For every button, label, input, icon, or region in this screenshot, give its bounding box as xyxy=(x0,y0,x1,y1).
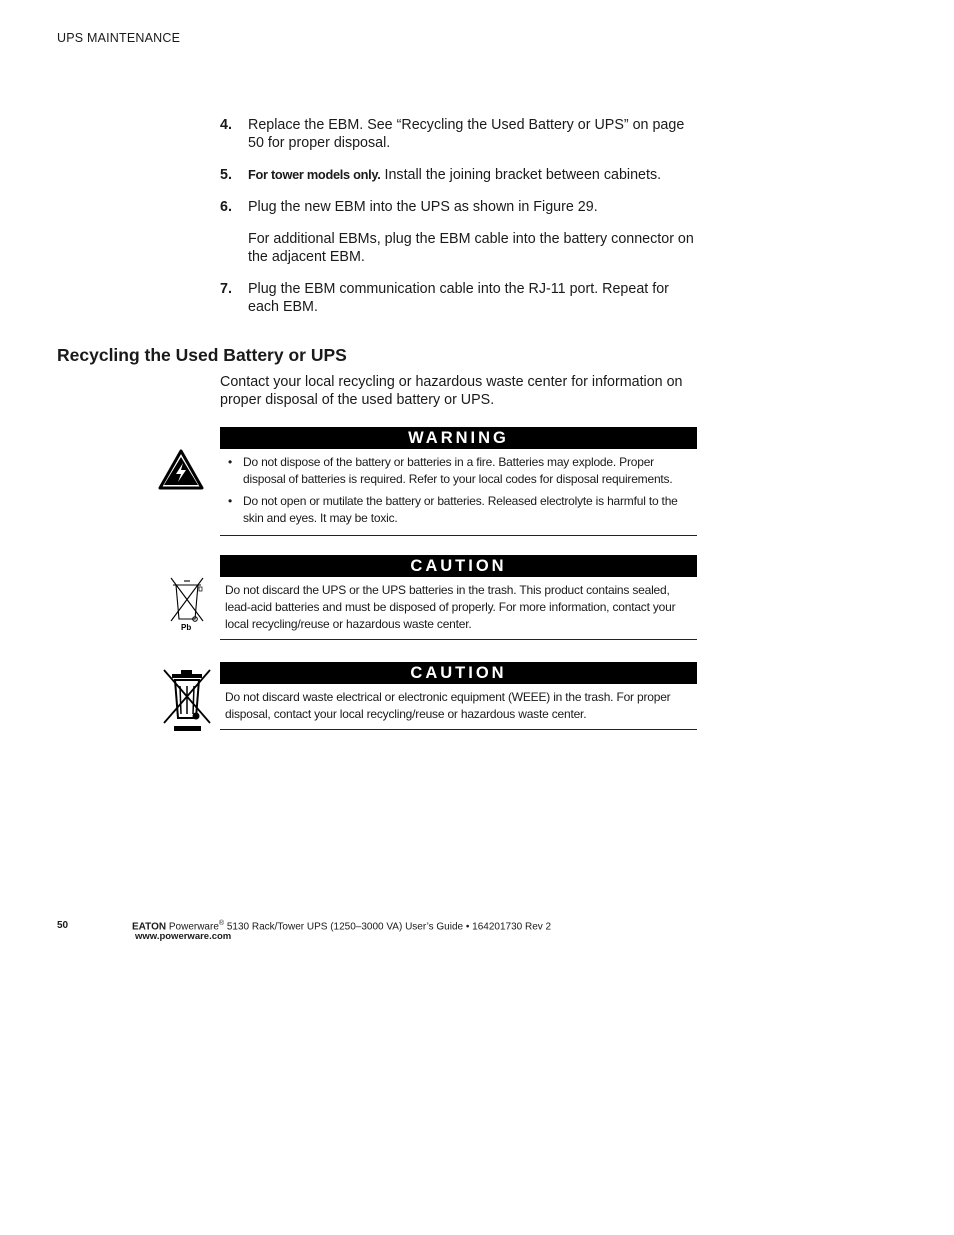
section-heading: Recycling the Used Battery or UPS xyxy=(57,345,347,365)
weee-crossed-bin-icon xyxy=(162,668,212,732)
pb-battery-disposal-icon xyxy=(167,575,207,633)
step-number: 7. xyxy=(220,281,232,297)
page-number: 50 xyxy=(57,920,69,931)
warning-bullet: • Do not open or mutilate the battery or batteries. Released electrolyte is harmful to the skin and eyes. It may be toxic. xyxy=(225,493,691,527)
pb-label: Pb xyxy=(181,623,192,632)
step-text: Plug the new EBM into the UPS as shown in Figure 29. xyxy=(248,199,598,215)
caution-text: Do not discard waste electrical or electronic equipment (WEEE) in the trash. For proper disposal, contact your local recycling/reuse or hazardous waste center. xyxy=(225,690,671,721)
step-5 xyxy=(220,166,700,184)
running-head: UPS MAINTENANCE xyxy=(57,31,181,45)
footer-url: www.powerware.com xyxy=(135,931,232,942)
caution-weee-notice xyxy=(220,662,697,730)
caution-body xyxy=(220,684,697,729)
step-text: Plug the EBM communication cable into the RJ-11 port. Repeat for each EBM. xyxy=(248,281,669,315)
footer-brand: EATON xyxy=(132,921,167,933)
step-note: For additional EBMs, plug the EBM cable into the battery connector on the adjacent EBM. xyxy=(248,231,694,265)
registered-mark: ® xyxy=(218,920,225,927)
footer-doc-title: 5130 Rack/Tower UPS (1250–3000 VA) User’s Guide • 164201730 Rev 2 xyxy=(224,921,552,933)
warning-body xyxy=(220,449,697,535)
step-text: Replace the EBM. See “Recycling the Used Battery or UPS” on page 50 for proper disposal. xyxy=(248,117,685,151)
caution-title: CAUTION xyxy=(220,662,697,684)
procedure-steps xyxy=(220,116,700,330)
step-lead: For tower models only. xyxy=(248,167,381,182)
step-number: 4. xyxy=(220,117,232,133)
caution-body xyxy=(220,577,697,639)
caution-battery-notice xyxy=(220,555,697,640)
step-text: Install the joining bracket between cabinets. xyxy=(380,167,662,183)
step-6 xyxy=(220,198,700,266)
caution-title: CAUTION xyxy=(220,555,697,577)
warning-bullet: • Do not dispose of the battery or batteries in a fire. Batteries may explode. Proper disposal of batteries is required. Refer to your local codes for disposal requirements. xyxy=(225,454,691,488)
step-number: 5. xyxy=(220,167,232,183)
step-4 xyxy=(220,116,700,152)
electrical-hazard-icon xyxy=(158,449,204,490)
step-7 xyxy=(220,280,700,316)
section-intro: Contact your local recycling or hazardous waste center for information on proper disposal of the used battery or UPS. xyxy=(220,374,683,408)
footer-product: Powerware xyxy=(168,921,219,933)
warning-notice xyxy=(220,427,697,536)
warning-title: WARNING xyxy=(220,427,697,449)
step-number: 6. xyxy=(220,199,232,215)
caution-text: Do not discard the UPS or the UPS batteries in the trash. This product contains sealed, lead-acid batteries and must be disposed of properly. For more information, contact your local recycling/reuse or hazardous waste center. xyxy=(225,583,676,631)
